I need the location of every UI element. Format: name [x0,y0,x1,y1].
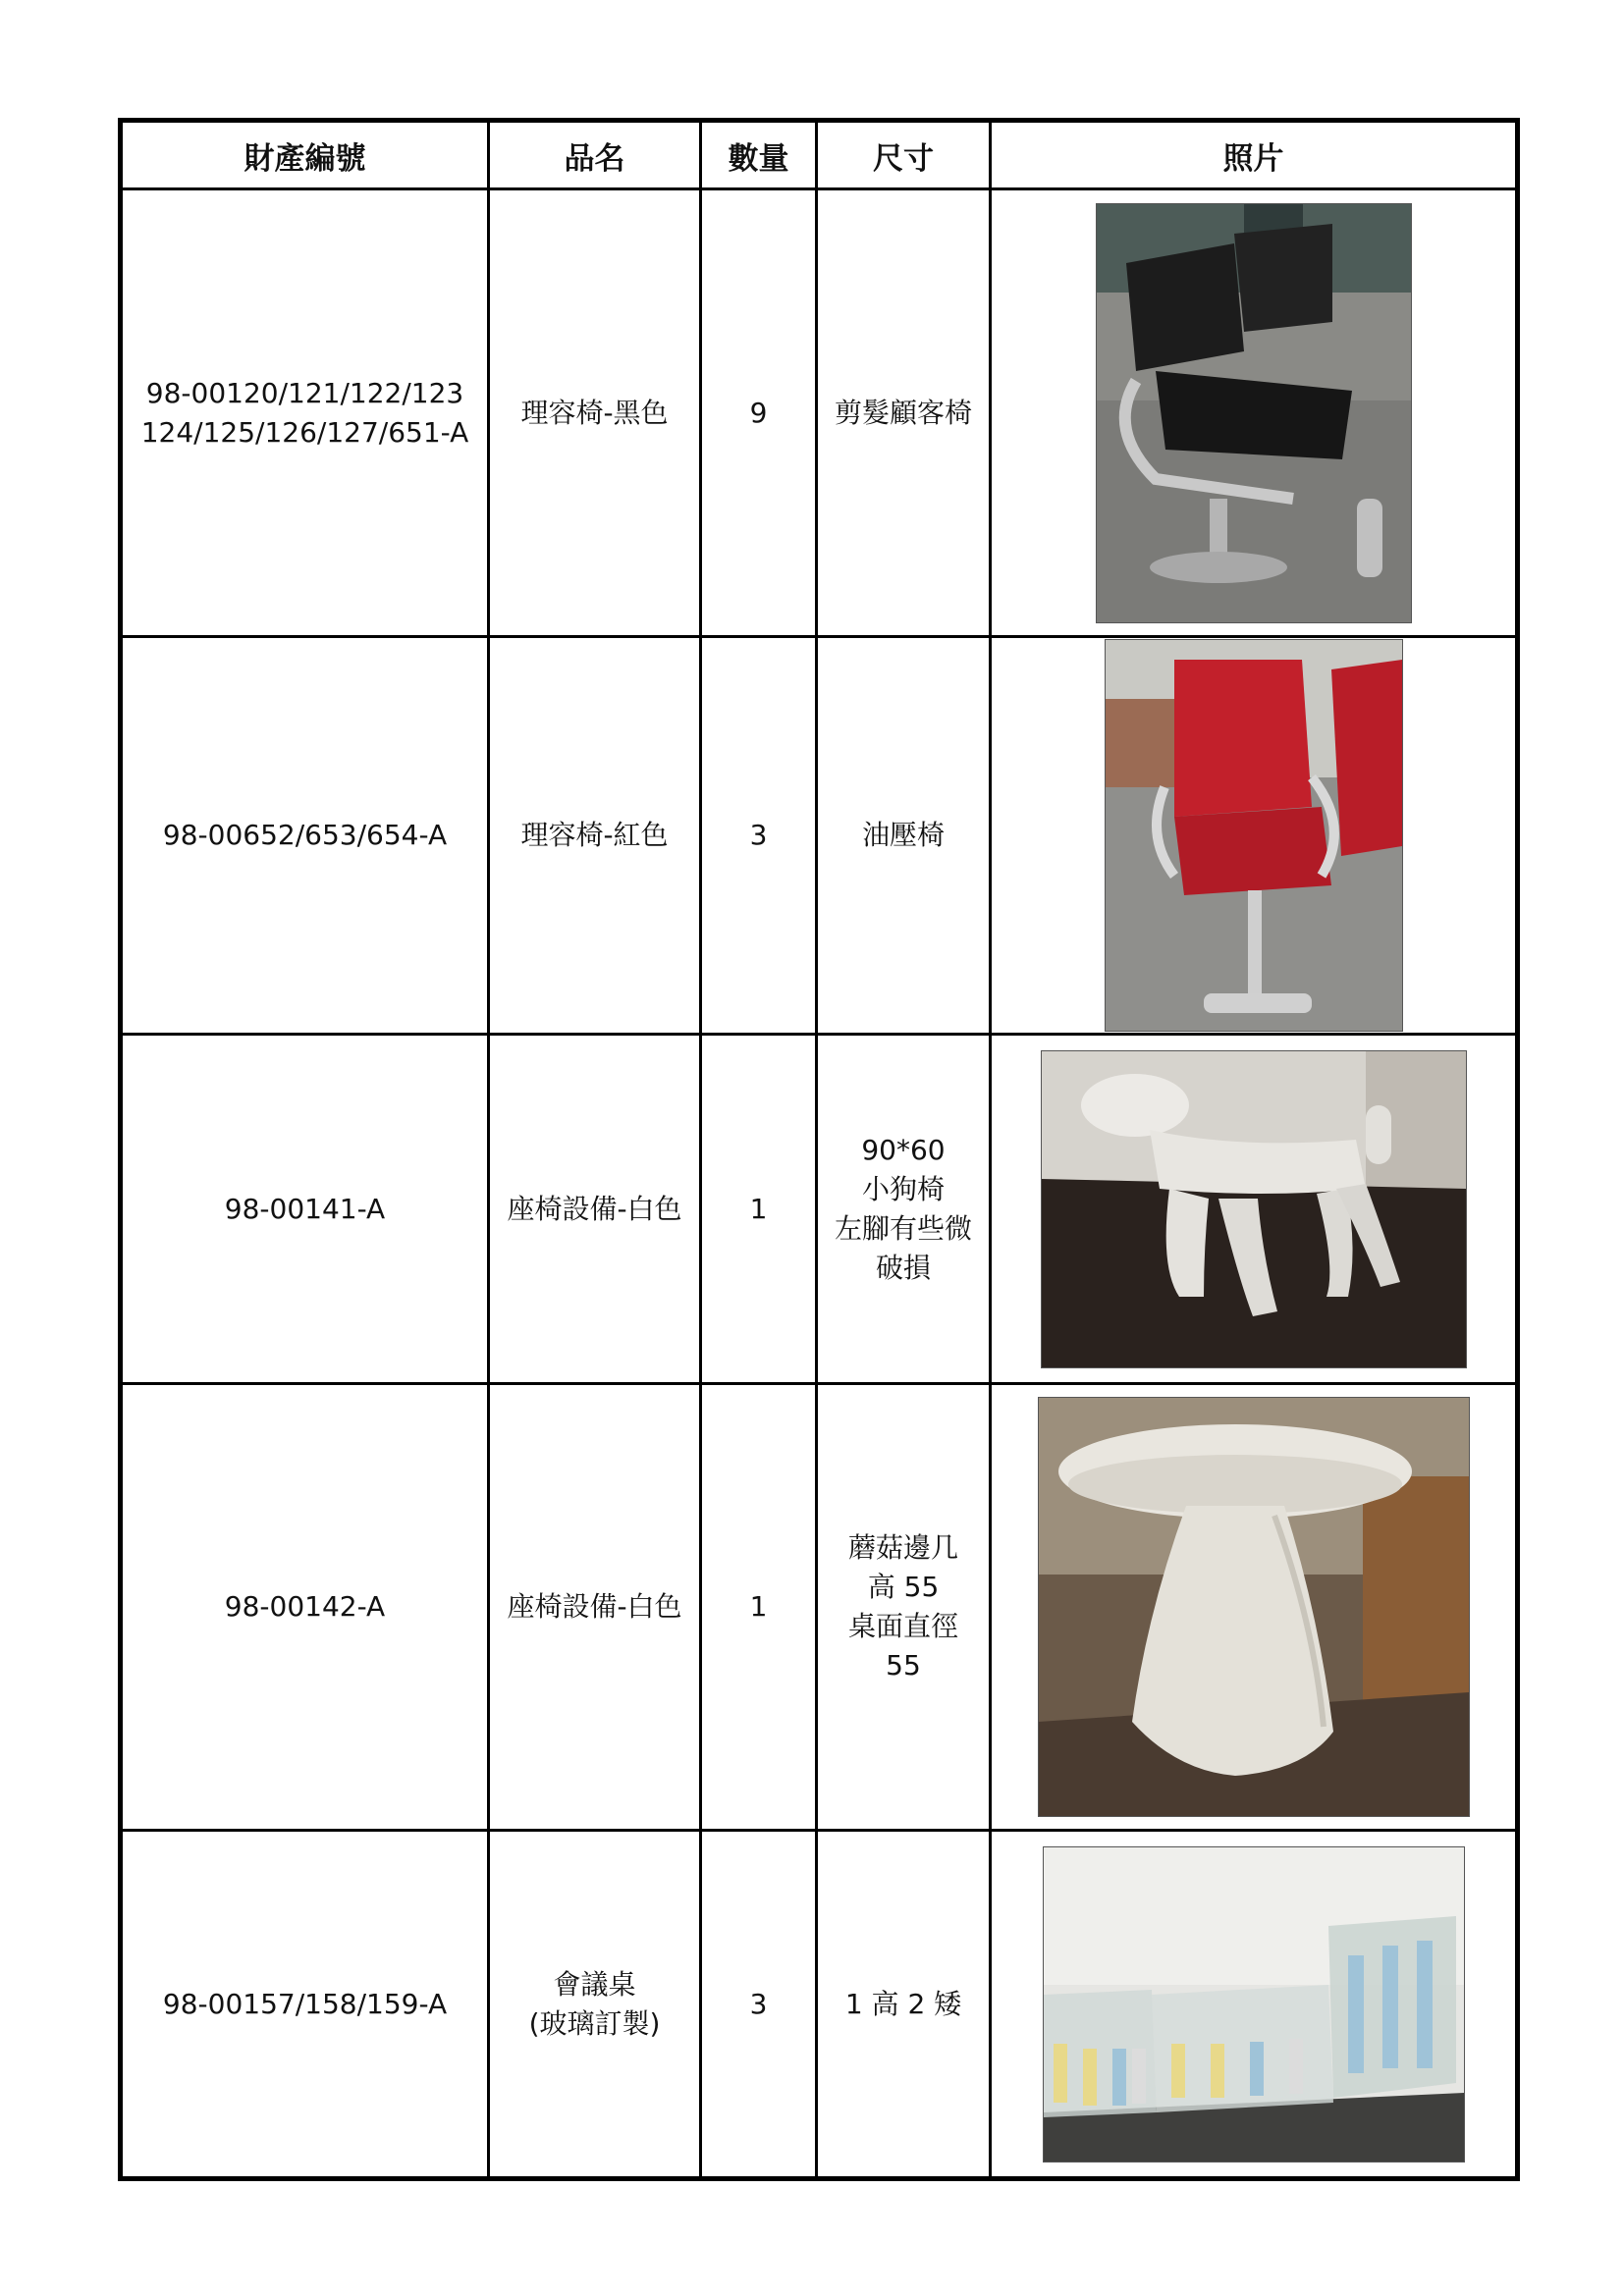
size-line: 剪髮顧客椅 [834,396,972,429]
property-number-line: 98-00142-A [224,1590,386,1623]
table-row [121,637,1518,1035]
item-name-cell [489,1384,701,1831]
size-cell [817,1831,991,2179]
property-number-cell [121,1831,489,2179]
header-property-number: 財產編號 [121,121,489,189]
item-name-cell [489,189,701,637]
item-name: 理容椅-黑色 [520,396,669,429]
size-line: 55 [886,1649,921,1682]
header-photo: 照片 [991,121,1518,189]
item-name-line: 會議桌 [553,1967,636,2001]
property-number-line: 98-00652/653/654-A [162,819,448,851]
header-item-name: 品名 [489,121,701,189]
puppy-chair-photo [1041,1050,1467,1368]
property-number-line: 98-00157/158/159-A [162,1987,448,2020]
size-line: 1 高 2 矮 [844,1987,962,2020]
quantity-cell: 1 [701,1384,817,1831]
item-name: 理容椅-紅色 [520,819,669,851]
property-table [118,118,1520,2181]
photo-cell [991,1831,1518,2179]
size-line: 桌面直徑 [847,1610,958,1642]
property-number-cell [121,637,489,1035]
quantity-cell: 3 [701,637,817,1035]
size-line: 左腳有些微 [834,1211,972,1245]
quantity-cell: 3 [701,1831,817,2179]
size-cell [817,189,991,637]
photo-cell [991,1035,1518,1384]
table-row [121,1831,1518,2179]
property-number-cell [121,189,489,637]
item-name: 座椅設備-白色 [507,1590,682,1623]
size-line: 油壓椅 [861,819,945,851]
header-quantity: 數量 [701,121,817,189]
table-row [121,1384,1518,1831]
property-number-line: 98-00120/121/122/123 [145,376,464,409]
photo-cell [991,189,1518,637]
photo-cell [991,637,1518,1035]
item-name: 座椅設備-白色 [507,1192,682,1225]
mushroom-side-table-photo [1038,1397,1470,1817]
glass-meeting-table-photo [1043,1846,1465,2163]
header-size: 尺寸 [817,121,991,189]
size-cell [817,1035,991,1384]
table-row [121,189,1518,637]
red-barber-chair-photo [1105,639,1403,1032]
property-number-cell [121,1035,489,1384]
item-name-line: (玻璃訂製) [528,2006,661,2040]
size-cell [817,637,991,1035]
item-name-cell [489,1831,701,2179]
size-line: 高 55 [867,1571,940,1603]
size-line: 蘑菇邊几 [847,1531,958,1564]
size-line: 破損 [875,1251,931,1284]
header-row [121,121,1518,189]
black-barber-chair-photo [1096,203,1412,623]
table-row [121,1035,1518,1384]
quantity-cell: 9 [701,189,817,637]
property-number-cell [121,1384,489,1831]
quantity-cell: 1 [701,1035,817,1384]
size-line: 90*60 [861,1133,946,1166]
size-cell [817,1384,991,1831]
size-line: 小狗椅 [861,1172,945,1205]
property-number-line: 98-00141-A [224,1192,386,1225]
item-name-cell [489,1035,701,1384]
item-name-cell [489,637,701,1035]
property-number-line: 124/125/126/127/651-A [140,415,469,449]
photo-cell [991,1384,1518,1831]
